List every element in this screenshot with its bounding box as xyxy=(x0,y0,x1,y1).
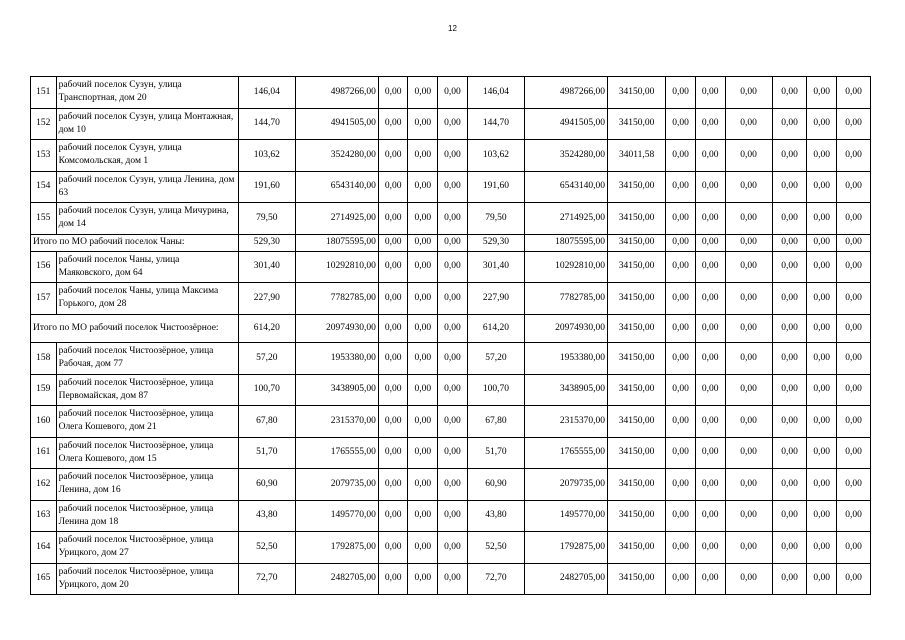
value-cell: 100,70 xyxy=(238,374,295,406)
value-cell: 0,00 xyxy=(438,343,468,375)
value-cell: 34150,00 xyxy=(607,469,665,501)
value-cell: 0,00 xyxy=(666,532,696,564)
value-cell: 0,00 xyxy=(378,469,408,501)
value-cell: 0,00 xyxy=(408,283,438,315)
value-cell: 2714925,00 xyxy=(525,203,608,235)
table-row xyxy=(31,469,871,501)
value-cell: 0,00 xyxy=(438,532,468,564)
value-cell: 0,00 xyxy=(408,437,438,469)
value-cell: 0,00 xyxy=(695,374,725,406)
address-cell: рабочий поселок Чистоозёрное, улица Урицкого, дом 20 xyxy=(56,563,238,595)
row-number-cell: 162 xyxy=(31,469,57,501)
value-cell: 0,00 xyxy=(807,343,837,375)
value-cell: 0,00 xyxy=(378,171,408,203)
value-cell: 52,50 xyxy=(467,532,524,564)
value-cell: 0,00 xyxy=(837,251,871,283)
table-row xyxy=(31,437,871,469)
value-cell: 60,90 xyxy=(238,469,295,501)
value-cell: 34150,00 xyxy=(607,437,665,469)
value-cell: 0,00 xyxy=(666,437,696,469)
address-cell: рабочий поселок Чистоозёрное, улица Ленина дом 18 xyxy=(56,500,238,532)
value-cell: 0,00 xyxy=(695,234,725,251)
value-cell: 0,00 xyxy=(438,234,468,251)
value-cell: 0,00 xyxy=(695,500,725,532)
value-cell: 0,00 xyxy=(807,251,837,283)
page-number: 12 xyxy=(448,24,457,33)
value-cell: 0,00 xyxy=(837,563,871,595)
value-cell: 146,04 xyxy=(238,77,295,109)
value-cell: 34150,00 xyxy=(607,234,665,251)
value-cell: 0,00 xyxy=(695,469,725,501)
value-cell: 0,00 xyxy=(378,500,408,532)
value-cell: 43,80 xyxy=(238,500,295,532)
value-cell: 6543140,00 xyxy=(295,171,378,203)
value-cell: 34150,00 xyxy=(607,500,665,532)
value-cell: 191,60 xyxy=(467,171,524,203)
value-cell: 529,30 xyxy=(238,234,295,251)
value-cell: 0,00 xyxy=(807,406,837,438)
value-cell: 0,00 xyxy=(666,251,696,283)
value-cell: 0,00 xyxy=(408,374,438,406)
value-cell: 0,00 xyxy=(725,171,772,203)
value-cell: 0,00 xyxy=(807,77,837,109)
row-number-cell: 165 xyxy=(31,563,57,595)
value-cell: 79,50 xyxy=(238,203,295,235)
value-cell: 4987266,00 xyxy=(525,77,608,109)
value-cell: 1495770,00 xyxy=(295,500,378,532)
value-cell: 0,00 xyxy=(438,374,468,406)
value-cell: 0,00 xyxy=(807,140,837,172)
value-cell: 0,00 xyxy=(725,283,772,315)
row-number-cell: 154 xyxy=(31,171,57,203)
value-cell: 0,00 xyxy=(666,343,696,375)
value-cell: 2714925,00 xyxy=(295,203,378,235)
value-cell: 0,00 xyxy=(725,437,772,469)
value-cell: 1953380,00 xyxy=(295,343,378,375)
value-cell: 0,00 xyxy=(837,108,871,140)
value-cell: 51,70 xyxy=(467,437,524,469)
address-cell: рабочий поселок Сузун, улица Мичурина, дом 14 xyxy=(56,203,238,235)
value-cell: 0,00 xyxy=(666,283,696,315)
value-cell: 1765555,00 xyxy=(525,437,608,469)
value-cell: 0,00 xyxy=(378,203,408,235)
value-cell: 34150,00 xyxy=(607,77,665,109)
value-cell: 0,00 xyxy=(378,406,408,438)
value-cell: 0,00 xyxy=(725,203,772,235)
table-row xyxy=(31,203,871,235)
value-cell: 0,00 xyxy=(666,314,696,343)
value-cell: 0,00 xyxy=(438,108,468,140)
value-cell: 34150,00 xyxy=(607,283,665,315)
value-cell: 0,00 xyxy=(772,469,807,501)
value-cell: 614,20 xyxy=(238,314,295,343)
address-cell: рабочий поселок Чистоозёрное, улица Первомайская, дом 87 xyxy=(56,374,238,406)
value-cell: 34150,00 xyxy=(607,406,665,438)
value-cell: 0,00 xyxy=(378,374,408,406)
value-cell: 144,70 xyxy=(467,108,524,140)
value-cell: 0,00 xyxy=(438,140,468,172)
value-cell: 34150,00 xyxy=(607,563,665,595)
value-cell: 0,00 xyxy=(666,203,696,235)
value-cell: 0,00 xyxy=(408,314,438,343)
value-cell: 10292810,00 xyxy=(295,251,378,283)
value-cell: 0,00 xyxy=(837,469,871,501)
address-cell: рабочий поселок Сузун, улица Ленина, дом 63 xyxy=(56,171,238,203)
value-cell: 0,00 xyxy=(837,532,871,564)
value-cell: 0,00 xyxy=(378,108,408,140)
value-cell: 0,00 xyxy=(666,171,696,203)
value-cell: 0,00 xyxy=(772,343,807,375)
value-cell: 34011,58 xyxy=(607,140,665,172)
value-cell: 0,00 xyxy=(837,77,871,109)
value-cell: 0,00 xyxy=(378,563,408,595)
value-cell: 0,00 xyxy=(695,140,725,172)
value-cell: 34150,00 xyxy=(607,251,665,283)
value-cell: 0,00 xyxy=(666,108,696,140)
table-row xyxy=(31,500,871,532)
value-cell: 57,20 xyxy=(238,343,295,375)
address-cell: рабочий поселок Чаны, улица Маяковского, дом 64 xyxy=(56,251,238,283)
value-cell: 0,00 xyxy=(378,283,408,315)
value-cell: 1792875,00 xyxy=(525,532,608,564)
value-cell: 0,00 xyxy=(695,343,725,375)
value-cell: 0,00 xyxy=(772,251,807,283)
value-cell: 3438905,00 xyxy=(295,374,378,406)
value-cell: 0,00 xyxy=(725,108,772,140)
table-row xyxy=(31,283,871,315)
value-cell: 0,00 xyxy=(666,406,696,438)
value-cell: 0,00 xyxy=(378,234,408,251)
value-cell: 0,00 xyxy=(378,140,408,172)
value-cell: 0,00 xyxy=(666,563,696,595)
subtotal-row xyxy=(31,314,871,343)
value-cell: 0,00 xyxy=(666,469,696,501)
row-number-cell: 151 xyxy=(31,77,57,109)
value-cell: 0,00 xyxy=(807,563,837,595)
value-cell: 2079735,00 xyxy=(295,469,378,501)
table-row xyxy=(31,108,871,140)
value-cell: 0,00 xyxy=(378,314,408,343)
value-cell: 0,00 xyxy=(378,532,408,564)
value-cell: 0,00 xyxy=(772,500,807,532)
value-cell: 0,00 xyxy=(772,532,807,564)
value-cell: 10292810,00 xyxy=(525,251,608,283)
row-number-cell: 157 xyxy=(31,283,57,315)
value-cell: 0,00 xyxy=(725,251,772,283)
value-cell: 227,90 xyxy=(467,283,524,315)
value-cell: 0,00 xyxy=(408,563,438,595)
value-cell: 1792875,00 xyxy=(295,532,378,564)
value-cell: 0,00 xyxy=(408,77,438,109)
value-cell: 0,00 xyxy=(378,77,408,109)
value-cell: 0,00 xyxy=(408,532,438,564)
value-cell: 0,00 xyxy=(837,437,871,469)
value-cell: 0,00 xyxy=(408,343,438,375)
value-cell: 20974930,00 xyxy=(525,314,608,343)
value-cell: 0,00 xyxy=(772,77,807,109)
value-cell: 0,00 xyxy=(438,314,468,343)
table-row xyxy=(31,251,871,283)
row-number-cell: 161 xyxy=(31,437,57,469)
value-cell: 0,00 xyxy=(438,77,468,109)
value-cell: 4941505,00 xyxy=(525,108,608,140)
value-cell: 0,00 xyxy=(695,108,725,140)
value-cell: 146,04 xyxy=(467,77,524,109)
value-cell: 0,00 xyxy=(725,343,772,375)
value-cell: 0,00 xyxy=(378,343,408,375)
value-cell: 0,00 xyxy=(408,171,438,203)
value-cell: 2482705,00 xyxy=(295,563,378,595)
value-cell: 0,00 xyxy=(837,171,871,203)
value-cell: 60,90 xyxy=(467,469,524,501)
row-number-cell: 160 xyxy=(31,406,57,438)
value-cell: 1495770,00 xyxy=(525,500,608,532)
address-cell: рабочий поселок Чистоозёрное, улица Рабочая, дом 77 xyxy=(56,343,238,375)
value-cell: 1953380,00 xyxy=(525,343,608,375)
value-cell: 0,00 xyxy=(772,108,807,140)
value-cell: 0,00 xyxy=(438,251,468,283)
address-cell: рабочий поселок Чистоозёрное, улица Урицкого, дом 27 xyxy=(56,532,238,564)
value-cell: 34150,00 xyxy=(607,314,665,343)
value-cell: 0,00 xyxy=(772,283,807,315)
value-cell: 67,80 xyxy=(467,406,524,438)
value-cell: 0,00 xyxy=(438,563,468,595)
value-cell: 0,00 xyxy=(807,469,837,501)
value-cell: 34150,00 xyxy=(607,171,665,203)
value-cell: 0,00 xyxy=(695,251,725,283)
value-cell: 0,00 xyxy=(807,283,837,315)
value-cell: 0,00 xyxy=(772,203,807,235)
value-cell: 0,00 xyxy=(438,500,468,532)
value-cell: 0,00 xyxy=(725,234,772,251)
value-cell: 0,00 xyxy=(837,140,871,172)
value-cell: 301,40 xyxy=(467,251,524,283)
table-row xyxy=(31,406,871,438)
address-cell: рабочий поселок Сузун, улица Монтажная, дом 10 xyxy=(56,108,238,140)
value-cell: 0,00 xyxy=(772,234,807,251)
value-cell: 0,00 xyxy=(378,251,408,283)
row-number-cell: 153 xyxy=(31,140,57,172)
table-row xyxy=(31,563,871,595)
value-cell: 0,00 xyxy=(772,563,807,595)
row-number-cell: 156 xyxy=(31,251,57,283)
value-cell: 103,62 xyxy=(467,140,524,172)
value-cell: 0,00 xyxy=(772,140,807,172)
value-cell: 0,00 xyxy=(408,203,438,235)
value-cell: 0,00 xyxy=(666,77,696,109)
address-cell: рабочий поселок Чистоозёрное, улица Олега Кошевого, дом 15 xyxy=(56,437,238,469)
value-cell: 0,00 xyxy=(438,437,468,469)
value-cell: 0,00 xyxy=(807,108,837,140)
value-cell: 2482705,00 xyxy=(525,563,608,595)
value-cell: 34150,00 xyxy=(607,374,665,406)
value-cell: 0,00 xyxy=(772,314,807,343)
value-cell: 0,00 xyxy=(837,314,871,343)
value-cell: 3524280,00 xyxy=(295,140,378,172)
value-cell: 0,00 xyxy=(725,374,772,406)
address-cell: рабочий поселок Чаны, улица Максима Горького, дом 28 xyxy=(56,283,238,315)
value-cell: 0,00 xyxy=(695,532,725,564)
subtotal-label-cell: Итого по МО рабочий поселок Чаны: xyxy=(31,234,239,251)
value-cell: 144,70 xyxy=(238,108,295,140)
value-cell: 0,00 xyxy=(695,203,725,235)
value-cell: 0,00 xyxy=(807,203,837,235)
value-cell: 0,00 xyxy=(807,437,837,469)
value-cell: 0,00 xyxy=(772,374,807,406)
value-cell: 103,62 xyxy=(238,140,295,172)
value-cell: 67,80 xyxy=(238,406,295,438)
value-cell: 0,00 xyxy=(666,374,696,406)
value-cell: 0,00 xyxy=(438,203,468,235)
value-cell: 0,00 xyxy=(378,437,408,469)
value-cell: 0,00 xyxy=(837,283,871,315)
value-cell: 0,00 xyxy=(408,140,438,172)
value-cell: 0,00 xyxy=(837,203,871,235)
value-cell: 0,00 xyxy=(666,500,696,532)
value-cell: 0,00 xyxy=(837,343,871,375)
subtotal-label-cell: Итого по МО рабочий поселок Чистоозёрное: xyxy=(31,314,239,343)
budget-table xyxy=(30,76,871,595)
value-cell: 0,00 xyxy=(837,406,871,438)
value-cell: 34150,00 xyxy=(607,532,665,564)
value-cell: 34150,00 xyxy=(607,343,665,375)
row-number-cell: 152 xyxy=(31,108,57,140)
address-cell: рабочий поселок Сузун, улица Транспортная, дом 20 xyxy=(56,77,238,109)
table-row xyxy=(31,171,871,203)
value-cell: 0,00 xyxy=(438,469,468,501)
value-cell: 34150,00 xyxy=(607,108,665,140)
value-cell: 0,00 xyxy=(666,234,696,251)
row-number-cell: 159 xyxy=(31,374,57,406)
value-cell: 0,00 xyxy=(408,251,438,283)
value-cell: 1765555,00 xyxy=(295,437,378,469)
value-cell: 4987266,00 xyxy=(295,77,378,109)
value-cell: 34150,00 xyxy=(607,203,665,235)
value-cell: 2079735,00 xyxy=(525,469,608,501)
value-cell: 0,00 xyxy=(807,532,837,564)
value-cell: 0,00 xyxy=(695,283,725,315)
value-cell: 529,30 xyxy=(467,234,524,251)
value-cell: 614,20 xyxy=(467,314,524,343)
row-number-cell: 163 xyxy=(31,500,57,532)
table-row xyxy=(31,532,871,564)
value-cell: 43,80 xyxy=(467,500,524,532)
address-cell: рабочий поселок Сузун, улица Комсомольская, дом 1 xyxy=(56,140,238,172)
value-cell: 20974930,00 xyxy=(295,314,378,343)
value-cell: 191,60 xyxy=(238,171,295,203)
table-row xyxy=(31,343,871,375)
value-cell: 0,00 xyxy=(438,171,468,203)
value-cell: 0,00 xyxy=(695,171,725,203)
row-number-cell: 155 xyxy=(31,203,57,235)
value-cell: 0,00 xyxy=(695,406,725,438)
value-cell: 100,70 xyxy=(467,374,524,406)
value-cell: 3524280,00 xyxy=(525,140,608,172)
value-cell: 6543140,00 xyxy=(525,171,608,203)
value-cell: 52,50 xyxy=(238,532,295,564)
value-cell: 0,00 xyxy=(807,374,837,406)
value-cell: 0,00 xyxy=(438,406,468,438)
value-cell: 227,90 xyxy=(238,283,295,315)
value-cell: 0,00 xyxy=(408,234,438,251)
value-cell: 0,00 xyxy=(695,437,725,469)
value-cell: 0,00 xyxy=(695,314,725,343)
table-body xyxy=(31,77,871,595)
value-cell: 3438905,00 xyxy=(525,374,608,406)
value-cell: 72,70 xyxy=(238,563,295,595)
value-cell: 72,70 xyxy=(467,563,524,595)
value-cell: 7782785,00 xyxy=(295,283,378,315)
value-cell: 18075595,00 xyxy=(525,234,608,251)
value-cell: 0,00 xyxy=(408,469,438,501)
value-cell: 0,00 xyxy=(837,374,871,406)
value-cell: 57,20 xyxy=(467,343,524,375)
table-row xyxy=(31,140,871,172)
value-cell: 0,00 xyxy=(725,314,772,343)
value-cell: 0,00 xyxy=(725,532,772,564)
row-number-cell: 164 xyxy=(31,532,57,564)
value-cell: 0,00 xyxy=(837,234,871,251)
value-cell: 0,00 xyxy=(725,563,772,595)
value-cell: 0,00 xyxy=(725,140,772,172)
value-cell: 0,00 xyxy=(772,437,807,469)
value-cell: 0,00 xyxy=(725,469,772,501)
value-cell: 0,00 xyxy=(807,500,837,532)
value-cell: 0,00 xyxy=(772,171,807,203)
value-cell: 0,00 xyxy=(837,500,871,532)
value-cell: 0,00 xyxy=(807,171,837,203)
value-cell: 2315370,00 xyxy=(295,406,378,438)
subtotal-row xyxy=(31,234,871,251)
table-row xyxy=(31,77,871,109)
value-cell: 0,00 xyxy=(408,108,438,140)
value-cell: 0,00 xyxy=(438,283,468,315)
value-cell: 4941505,00 xyxy=(295,108,378,140)
value-cell: 18075595,00 xyxy=(295,234,378,251)
value-cell: 301,40 xyxy=(238,251,295,283)
table-row xyxy=(31,374,871,406)
value-cell: 0,00 xyxy=(807,314,837,343)
value-cell: 0,00 xyxy=(408,406,438,438)
value-cell: 0,00 xyxy=(695,77,725,109)
value-cell: 0,00 xyxy=(725,406,772,438)
address-cell: рабочий поселок Чистоозёрное, улица Ленина, дом 16 xyxy=(56,469,238,501)
row-number-cell: 158 xyxy=(31,343,57,375)
address-cell: рабочий поселок Чистоозёрное, улица Олега Кошевого, дом 21 xyxy=(56,406,238,438)
value-cell: 7782785,00 xyxy=(525,283,608,315)
value-cell: 0,00 xyxy=(807,234,837,251)
value-cell: 0,00 xyxy=(408,500,438,532)
value-cell: 79,50 xyxy=(467,203,524,235)
value-cell: 51,70 xyxy=(238,437,295,469)
value-cell: 0,00 xyxy=(695,563,725,595)
value-cell: 0,00 xyxy=(725,77,772,109)
value-cell: 0,00 xyxy=(666,140,696,172)
value-cell: 0,00 xyxy=(772,406,807,438)
value-cell: 2315370,00 xyxy=(525,406,608,438)
value-cell: 0,00 xyxy=(725,500,772,532)
